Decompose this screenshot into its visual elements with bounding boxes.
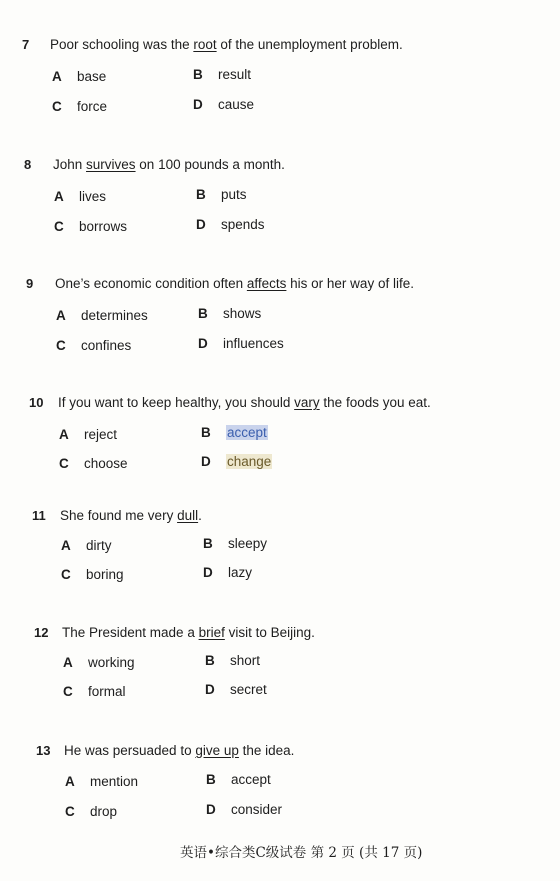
option-b[interactable]: B accept [201,425,267,440]
option-d[interactable]: D cause [193,97,255,112]
option-b[interactable]: B sleepy [203,536,268,551]
underlined-word: brief [198,625,225,640]
option-b[interactable]: B short [205,653,261,668]
question-11 [0,508,560,598]
question-number: 11 [32,508,46,523]
option-c[interactable]: C boring [61,567,124,582]
option-a[interactable]: A lives [54,189,107,204]
option-d[interactable]: D lazy [203,565,253,580]
option-b[interactable]: B result [193,67,252,82]
option-d[interactable]: D spends [196,217,265,232]
question-stem: John survives on 100 pounds a month. [53,157,285,172]
option-d[interactable]: D change [201,454,272,469]
question-number: 7 [22,37,30,52]
question-8 [0,157,560,247]
question-7 [0,37,560,127]
question-stem: One’s economic condition often affects his or her way of life. [55,276,414,291]
question-number: 12 [34,625,49,640]
question-stem: If you want to keep healthy, you should vary the foods you eat. [58,395,431,410]
question-stem: She found me very dull. [60,508,202,523]
option-d[interactable]: D secret [205,682,267,697]
underlined-word: dull [177,508,199,523]
question-number: 8 [24,157,32,172]
option-b[interactable]: B puts [196,187,247,202]
option-b[interactable]: B shows [198,306,262,321]
underlined-word: root [193,37,217,52]
option-c[interactable]: C formal [63,684,126,699]
option-d[interactable]: D influences [198,336,284,351]
option-c[interactable]: C choose [59,456,128,471]
question-stem: Poor schooling was the root of the unemployment problem. [50,37,403,52]
underlined-word: survives [86,157,136,172]
question-number: 13 [36,743,51,758]
option-a[interactable]: A mention [65,774,139,789]
question-stem: He was persuaded to give up the idea. [64,743,295,758]
option-a[interactable]: A working [63,655,135,670]
option-c[interactable]: C force [52,99,108,114]
option-a[interactable]: A determines [56,308,148,323]
option-a[interactable]: A dirty [61,538,112,553]
question-12 [0,625,560,715]
option-c[interactable]: C confines [56,338,132,353]
option-b[interactable]: B accept [206,772,271,787]
option-d[interactable]: D consider [206,802,283,817]
underlined-word: give up [195,743,239,758]
underlined-word: affects [246,276,287,291]
question-10 [0,395,560,485]
option-a[interactable]: A base [52,69,107,84]
question-13 [0,743,560,833]
question-number: 10 [29,395,44,410]
option-c[interactable]: C drop [65,804,118,819]
option-c[interactable]: C borrows [54,219,128,234]
underlined-word: vary [294,395,320,410]
option-a[interactable]: A reject [59,427,118,442]
question-number: 9 [26,276,34,291]
question-stem: The President made a brief visit to Beijing. [62,625,315,640]
question-9 [0,276,560,366]
page-footer: 英语•综合类C级试卷 第 2 页 (共 17 页) [180,845,423,861]
